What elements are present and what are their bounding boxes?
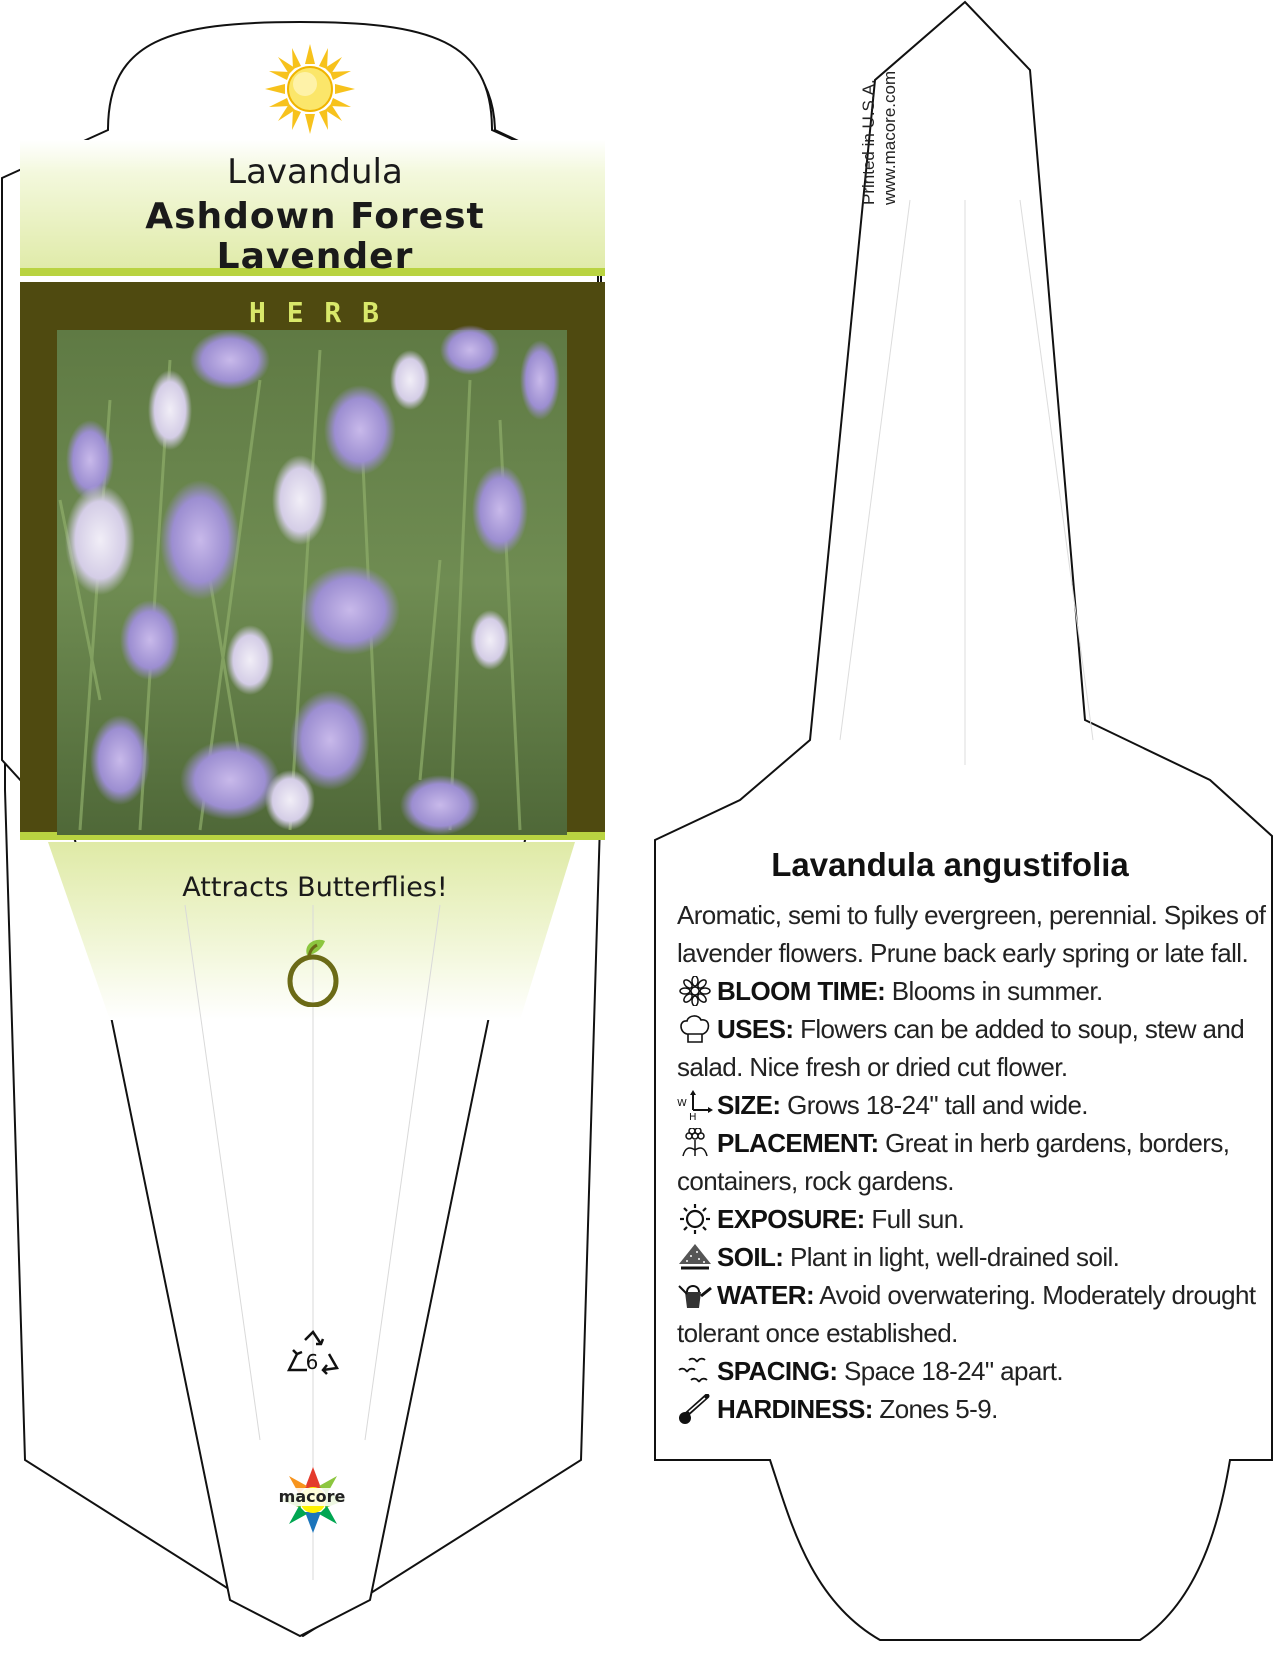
attr-uses — [677, 1010, 1267, 1086]
attr-hardiness — [677, 1390, 1267, 1428]
attr-label: SIZE: — [717, 1090, 781, 1120]
attr-label: EXPOSURE: — [717, 1204, 865, 1234]
attr-text: Space 18-24" apart. — [837, 1356, 1063, 1386]
attr-label: SOIL: — [717, 1242, 784, 1272]
botanical-name: Lavandula angustifolia — [771, 846, 1129, 883]
soil-icon — [677, 1242, 713, 1272]
placement-icon — [677, 1128, 713, 1158]
care-info — [677, 896, 1267, 1428]
attr-bloom-time — [677, 972, 1267, 1010]
flower-icon — [677, 976, 713, 1006]
attr-label: USES: — [717, 1014, 794, 1044]
spacing-icon — [677, 1356, 713, 1386]
svg-text:H: H — [689, 1112, 696, 1120]
common-name-line1: Ashdown Forest — [145, 196, 485, 237]
chef-hat-icon — [677, 1014, 713, 1044]
genus-name: Lavandula — [227, 152, 403, 192]
thermometer-icon — [677, 1394, 713, 1424]
website: www.macore.com — [880, 70, 899, 205]
attr-water — [677, 1276, 1267, 1352]
attr-text: Flowers can be added to soup, stew and salad. Nice fresh or dried cut flower. — [677, 1014, 1245, 1082]
attr-text: Grows 18-24" tall and wide. — [780, 1090, 1088, 1120]
attr-text: Zones 5-9. — [872, 1394, 998, 1424]
description: Aromatic, semi to fully evergreen, perennial. Spikes of lavender flowers. Prune back early spring or late fall. — [677, 900, 1266, 968]
category-label: H E R B — [248, 296, 381, 329]
brand-text: macore — [272, 1488, 352, 1506]
feature-text: Attracts Butterflies! — [182, 872, 448, 903]
sun-icon — [677, 1204, 713, 1234]
attr-spacing — [677, 1352, 1267, 1390]
attr-text: Full sun. — [864, 1204, 965, 1234]
svg-text:W: W — [677, 1098, 687, 1109]
attr-label: PLACEMENT: — [717, 1128, 879, 1158]
print-info — [858, 71, 900, 205]
attr-label: BLOOM TIME: — [717, 976, 886, 1006]
attr-text: Blooms in summer. — [885, 976, 1103, 1006]
recycle-code: 6 — [305, 1350, 319, 1374]
attr-text: Avoid overwatering. Moderately drought tolerant once established. — [677, 1280, 1256, 1348]
watering-can-icon — [677, 1280, 713, 1310]
attr-size — [677, 1086, 1267, 1124]
size-icon — [677, 1090, 713, 1120]
attr-label: WATER: — [717, 1280, 815, 1310]
lavender-photo — [57, 325, 567, 835]
common-name-line2: Lavender — [216, 236, 414, 277]
attr-label: HARDINESS: — [717, 1394, 873, 1424]
attr-text: Great in herb gardens, borders, containers, rock gardens. — [677, 1128, 1230, 1196]
attr-soil — [677, 1238, 1267, 1276]
attr-text: Plant in light, well-drained soil. — [783, 1242, 1120, 1272]
attr-label: SPACING: — [717, 1356, 838, 1386]
printed-country: Printed in U.S.A. — [859, 79, 878, 205]
sun-icon — [265, 44, 355, 134]
growth-icon — [283, 935, 343, 1007]
attr-placement — [677, 1124, 1267, 1200]
attr-exposure — [677, 1200, 1267, 1238]
